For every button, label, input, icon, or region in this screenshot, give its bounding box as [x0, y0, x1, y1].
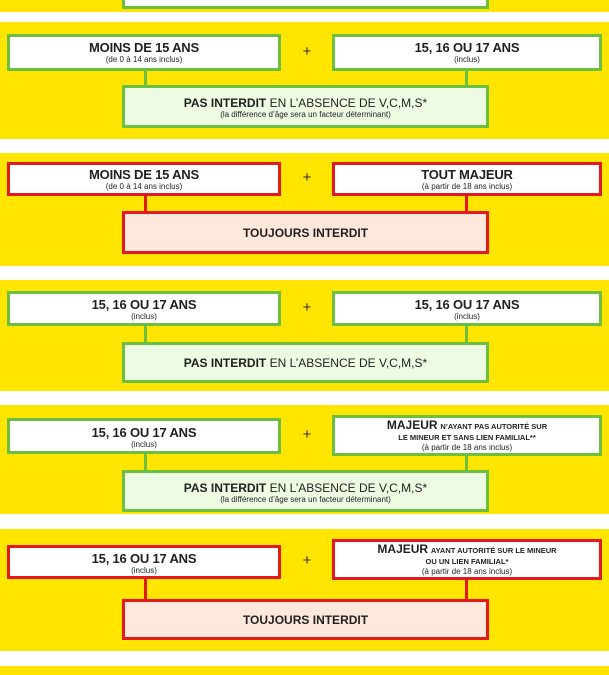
right-age-sub: (inclus)	[454, 55, 480, 64]
plus-sign: +	[302, 43, 312, 60]
right-age-title: 15, 16 OU 17 ANS	[414, 40, 520, 55]
result-text	[125, 226, 486, 240]
right-title-line2: OU UN LIEN FAMILIAL*	[425, 557, 509, 566]
result-rest: EN L’ABSENCE DE V,C,M,S*	[269, 481, 428, 495]
connector-left	[144, 324, 147, 344]
left-age-title: MOINS DE 15 ANS	[89, 167, 199, 182]
result-box	[122, 470, 489, 512]
row-1-band	[0, 22, 609, 139]
result-rest: EN L’ABSENCE DE V,C,M,S*	[269, 96, 428, 110]
left-age-sub: (de 0 à 14 ans inclus)	[105, 182, 183, 191]
result-text	[125, 356, 486, 370]
right-title-small: AYANT AUTORITÉ SUR LE MINEUR	[430, 546, 557, 555]
left-age-sub: (inclus)	[131, 440, 157, 449]
top-partial-box-left	[122, 0, 489, 9]
right-age-box	[332, 539, 602, 580]
top-band-partial	[0, 0, 609, 12]
row-4-band	[0, 405, 609, 514]
plus-sign: +	[302, 299, 312, 316]
result-sub: (la différence d’âge sera un facteur déterminant)	[220, 110, 391, 119]
result-box	[122, 342, 489, 383]
right-age-box	[332, 291, 602, 326]
result-bold: PAS INTERDIT	[183, 481, 267, 495]
connector-left	[144, 577, 147, 601]
left-age-title: 15, 16 OU 17 ANS	[91, 297, 197, 312]
left-age-sub: (de 0 à 14 ans inclus)	[105, 55, 183, 64]
right-age-title: TOUT MAJEUR	[421, 167, 513, 182]
left-age-box	[7, 418, 281, 454]
right-age-title	[335, 420, 599, 432]
right-age-sub: (à partir de 18 ans inclus)	[421, 182, 513, 191]
left-age-sub: (inclus)	[131, 312, 157, 321]
result-bold: TOUJOURS INTERDIT	[242, 226, 369, 240]
row-2-band	[0, 153, 609, 266]
row-5-band	[0, 529, 609, 651]
connector-right	[465, 577, 468, 601]
result-box	[122, 599, 489, 640]
plus-sign: +	[302, 426, 312, 443]
right-title-big: MAJEUR	[386, 418, 438, 432]
left-age-box	[7, 545, 281, 579]
right-age-box	[332, 415, 602, 456]
right-age-box	[332, 162, 602, 196]
result-text	[125, 481, 486, 495]
right-age-sub: (à partir de 18 ans inclus)	[421, 443, 513, 452]
right-age-box	[332, 34, 602, 71]
result-text	[125, 96, 486, 110]
result-sub: (la différence d’âge sera un facteur déterminant)	[220, 495, 391, 504]
row-3-band	[0, 280, 609, 391]
result-text	[125, 613, 486, 627]
left-age-box	[7, 162, 281, 196]
right-title-big: MAJEUR	[377, 542, 429, 556]
right-age-title	[335, 544, 599, 556]
result-bold: TOUJOURS INTERDIT	[242, 613, 369, 627]
result-bold: PAS INTERDIT	[183, 356, 267, 370]
right-title-line2: LE MINEUR ET SANS LIEN FAMILIAL**	[398, 433, 536, 442]
connector-left	[144, 452, 147, 472]
plus-sign: +	[302, 552, 312, 569]
left-age-title: 15, 16 OU 17 ANS	[91, 551, 197, 566]
left-age-box	[7, 291, 281, 326]
result-box	[122, 211, 489, 254]
right-title-small: N’AYANT PAS AUTORITÉ SUR	[440, 422, 548, 431]
left-age-title: 15, 16 OU 17 ANS	[91, 425, 197, 440]
connector-right	[465, 324, 468, 344]
result-bold: PAS INTERDIT	[183, 96, 267, 110]
left-age-box	[7, 34, 281, 71]
bottom-band-partial	[0, 666, 609, 675]
right-age-sub: (inclus)	[454, 312, 480, 321]
result-rest: EN L’ABSENCE DE V,C,M,S*	[269, 356, 428, 370]
result-box	[122, 85, 489, 128]
left-age-title: MOINS DE 15 ANS	[89, 40, 199, 55]
right-age-sub: (à partir de 18 ans inclus)	[421, 567, 513, 576]
plus-sign: +	[302, 169, 312, 186]
left-age-sub: (inclus)	[131, 566, 157, 575]
right-age-title: 15, 16 OU 17 ANS	[414, 297, 520, 312]
